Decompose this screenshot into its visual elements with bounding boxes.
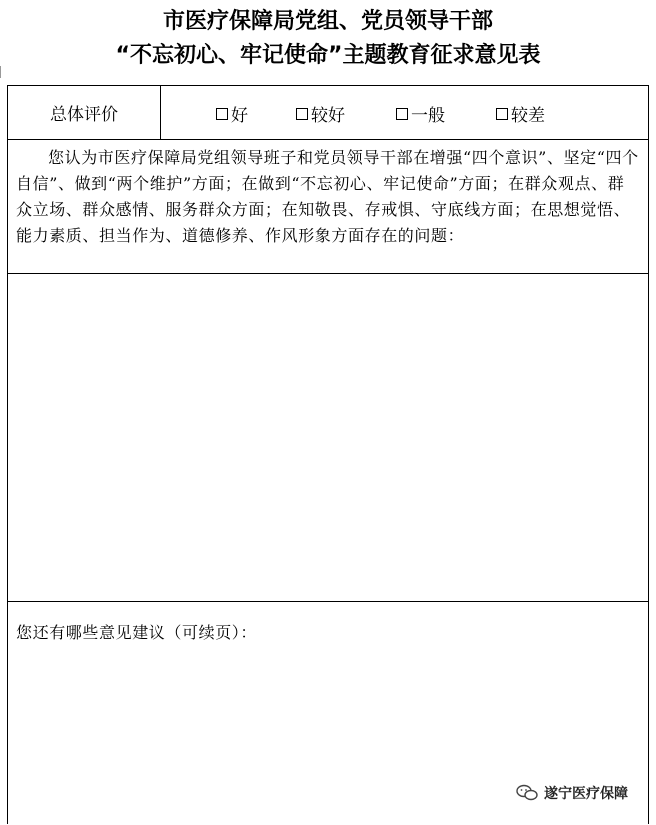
- option-average[interactable]: [396, 101, 445, 126]
- watermark: [516, 783, 628, 803]
- option-label: 较好: [311, 106, 345, 126]
- option-label: 一般: [411, 106, 445, 126]
- checkbox[interactable]: [216, 108, 228, 120]
- option-poor[interactable]: [496, 101, 545, 126]
- option-label: 好: [231, 106, 248, 126]
- problems-answer-area[interactable]: [8, 274, 648, 602]
- opinion-form-table: [7, 85, 649, 824]
- wechat-icon: [516, 784, 538, 802]
- evaluation-label: 总体评价: [8, 86, 161, 139]
- evaluation-options: [161, 86, 648, 139]
- question-row: [8, 140, 648, 274]
- option-fairly-good[interactable]: [296, 101, 345, 126]
- suggestions-row[interactable]: [8, 602, 648, 825]
- checkbox[interactable]: [496, 108, 508, 120]
- option-good[interactable]: [216, 101, 248, 126]
- suggestions-label: 您还有哪些意见建议（可续页）：: [16, 623, 258, 642]
- checkbox[interactable]: [296, 108, 308, 120]
- question-text: 您认为市医疗保障局党组领导班子和党员领导干部在增强“四个意识”、坚定“四个自信”、做到“两个维护”方面；在做到“不忘初心、牢记使命”方面；在群众观点、群众立场、群众感情、服务群众方面；在知敬畏、存戒惧、守底线方面；在思想觉悟、能力素质、担当作为、道德修养、作风形象方面存在的问题：: [16, 148, 639, 245]
- evaluation-row: [8, 86, 648, 140]
- form-title-line-2: “不忘初心、牢记使命”主题教育征求意见表: [115, 43, 541, 68]
- watermark-text: 遂宁医疗保障: [544, 786, 628, 802]
- checkbox[interactable]: [396, 108, 408, 120]
- option-label: 较差: [511, 106, 545, 126]
- form-title-line-1: 市医疗保障局党组、党员领导干部: [162, 9, 493, 34]
